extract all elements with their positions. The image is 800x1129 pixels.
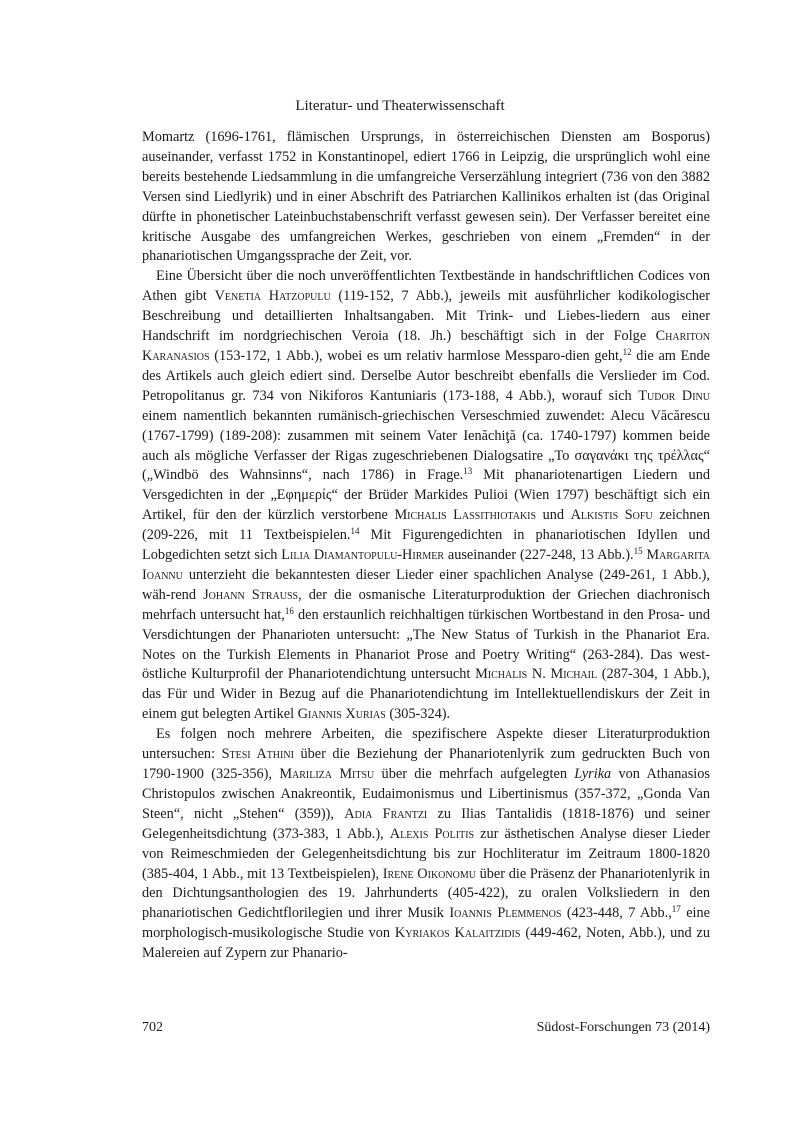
text-run: unterzieht die bekanntesten dieser Lieder einer spachlichen Analyse (249-261, 1 Abb.), wäh-rend xyxy=(142,566,710,603)
author-name: Venetia Hatzopulu xyxy=(214,288,331,305)
author-name: Michalis Lassithiotakis xyxy=(394,507,537,524)
paragraph-1 xyxy=(142,128,710,267)
footnote-ref: 14 xyxy=(350,526,360,537)
author-name: Johann Strauss xyxy=(203,586,299,603)
paragraph-2 xyxy=(142,267,710,725)
text-run: Mit phanariotenartigen Liedern und Versgedichten in der „Εφημερίς“ der Brüder Markides Pulioi (Wien 1797) beschäftigt sich ein Artikel, für den der kürzlich verstorbene xyxy=(142,467,710,524)
text-run: den erstaunlich reichhaltigen türkischen Wortbestand in den Prosa- und Versdichtungen der Phanarioten untersucht: „The New Status of Turkish in the Phanariot Era. Notes on the Turkish Elements in Phanariot Prose and Poetry Writing“ (263-284). Das west-östliche Kulturprofil der Phanariotendichtung untersucht xyxy=(142,606,710,683)
text-run: über die Präsenz der Phanariotenlyrik in den Dichtungsanthologien des 19. Jahrhunderts (405-422), zu oralen Volksliedern in den phanariotischen Gedichtflorilegien und ihrer Musik xyxy=(142,865,710,922)
text-run: Es folgen noch mehrere Arbeiten, die spezifischere Aspekte dieser Literaturproduktion untersuchen: xyxy=(142,726,710,763)
text-run: eine morphologisch-musikologische Studie von xyxy=(142,905,711,942)
text-run: (449-462, Noten, Abb.), und zu Malereien auf Zypern zur Phanario- xyxy=(142,925,711,962)
footnote-ref: 15 xyxy=(633,546,643,557)
journal-citation: Südost-Forschungen 73 (2014) xyxy=(536,1020,710,1035)
author-name: Kyriakos Kalaitzidis xyxy=(394,925,521,942)
author-name: Alkistis Sofu xyxy=(570,507,653,524)
running-head: Literatur- und Theaterwissenschaft xyxy=(295,98,505,114)
text-run: zu Ilias Tantalidis (1818-1876) und seiner Gelegenheitsdichtung (373-383, 1 Abb.), xyxy=(142,805,710,842)
text-run: über die mehrfach aufgelegten xyxy=(374,766,575,782)
footnote-ref: 12 xyxy=(622,346,632,357)
text-run: über die Beziehung der Phanariotenlyrik zum gedruckten Buch von 1790-1900 (325-356), xyxy=(142,746,710,782)
text-run: Momartz (1696-1761, flämischen Ursprungs, in österreichischen Diensten am Bosporus) auseinander, verfasst 1752 in Konstantinopel, ediert 1766 in Leipzig, die ursprünglich wohl eine bereits bestehende Liedsammlung in die umfangreiche Verserzählung integriert (736 von den 3882 Versen sind Liedlyrik) und in einer Abschrift des Patriarchen Kallinikos erhalten ist (das Original dürfte in phonetischer Lateinbuchstabenschrift verfasst gewesen sein). Der Verfasser bereitet eine kritische Ausgabe des umfangreichen Werkes, geschrieben von einem „Fremden“ in der phanariotischen Umgangssprache der Zeit, vor. xyxy=(142,129,710,265)
author-name: Tudor Dinu xyxy=(638,387,710,404)
author-name: Irene Oikonomu xyxy=(382,865,476,882)
text-run: (305-324). xyxy=(385,706,451,723)
text-run: Eine Übersicht über die noch unveröffentlichten Textbestände in handschriftlichen Codices von Athen gibt xyxy=(142,268,710,305)
footnote-ref: 13 xyxy=(463,466,473,477)
author-name: Alexis Politis xyxy=(389,825,475,842)
text-run: die am Ende des Artikels auch gleich ediert sind. Derselbe Autor beschreibt ebenfalls die Verslieder im Cod. Petropolitanus gr. 734 von Nikiforos Kantuniaris (173-188, 4 Abb.), worauf sich xyxy=(142,347,710,404)
author-name: Michalis N. Michail xyxy=(475,666,598,683)
text-run: auseinander (227-248, 13 Abb.). xyxy=(444,547,634,564)
footnote-ref: 17 xyxy=(671,904,681,915)
author-name: Mariliza Mitsu xyxy=(279,766,375,782)
footnote-ref: 16 xyxy=(284,605,294,616)
author-name: Ioannis Plemmenos xyxy=(449,905,562,922)
paragraph-3 xyxy=(142,725,710,964)
author-name: Stesi Athini xyxy=(221,746,294,763)
author-name: Chariton Karanasios xyxy=(142,328,710,364)
text-run: zeichnen (209-226, mit 11 Textbeispielen. xyxy=(142,507,710,544)
text-run: , der die osmanische Literaturproduktion der Griechen diachronisch mehrfach untersucht hat, xyxy=(142,586,711,623)
text-run: (287-304, 1 Abb.), das Für und Wider in Bezug auf die Phanariotendichtung im Intellektuellendiskurs der Zeit in einem gut belegten Artikel xyxy=(142,666,710,723)
text-run: (423-448, 7 Abb., xyxy=(561,905,672,922)
text-run: zur ästhetischen Analyse dieser Lieder von Reimeschmieden der Gelegenheitsdichtung bis zur Hochliteratur im Zeitraum 1800-1820 (385-404, 1 Abb., mit 13 Textbeispielen), xyxy=(142,825,710,882)
main-text xyxy=(142,128,710,964)
page-number: 702 xyxy=(142,1020,163,1035)
author-name: Lilia Diamantopulu-Hirmer xyxy=(281,547,445,564)
text-run: einem namentlich bekannten rumänisch-griechischen Verseschmied zuwendet: Alecu Văcărescu (1767-1799) (189-208): zusammen mit seinem Vater Ienăchiţă (ca. 1740-1797) kommen beide auch als mögliche Verfasser der Rigas zugeschriebenen Dialogsatire „Το σαγανάκι της τρέλλας“ („Windbö des Wahnsinns“, nach 1786) in Frage. xyxy=(142,407,710,484)
page-footer xyxy=(142,1020,710,1036)
book-title: Lyrika xyxy=(574,766,612,782)
author-name: Giannis Xurias xyxy=(297,706,386,723)
text-run: (153-172, 1 Abb.), wobei es um relativ harmlose Messparo-dien geht, xyxy=(209,347,623,364)
text-run: von Athanasios Christopulos zwischen Anakreontik, Eudaimonismus und Libertinismus (357-372, „Gonda Van Steen“, nicht „Stehen“ (359)), xyxy=(142,766,710,822)
text-run: Mit Figurengedichten in phanariotischen Idyllen und Lobgedichten setzt sich xyxy=(142,527,710,564)
text-run: (119-152, 7 Abb.), jeweils mit ausführlicher kodikologischer Beschreibung und detaillierten Inhaltsangaben. Mit Trink- und Liebes-liedern aus einer Handschrift im nordgriechischen Veroia (18. Jh.) beschäftigt sich in der Folge xyxy=(142,288,710,345)
author-name: Adia Frantzi xyxy=(344,805,428,822)
author-name: Margarita Ioannu xyxy=(142,547,710,583)
text-run: und xyxy=(536,507,571,524)
